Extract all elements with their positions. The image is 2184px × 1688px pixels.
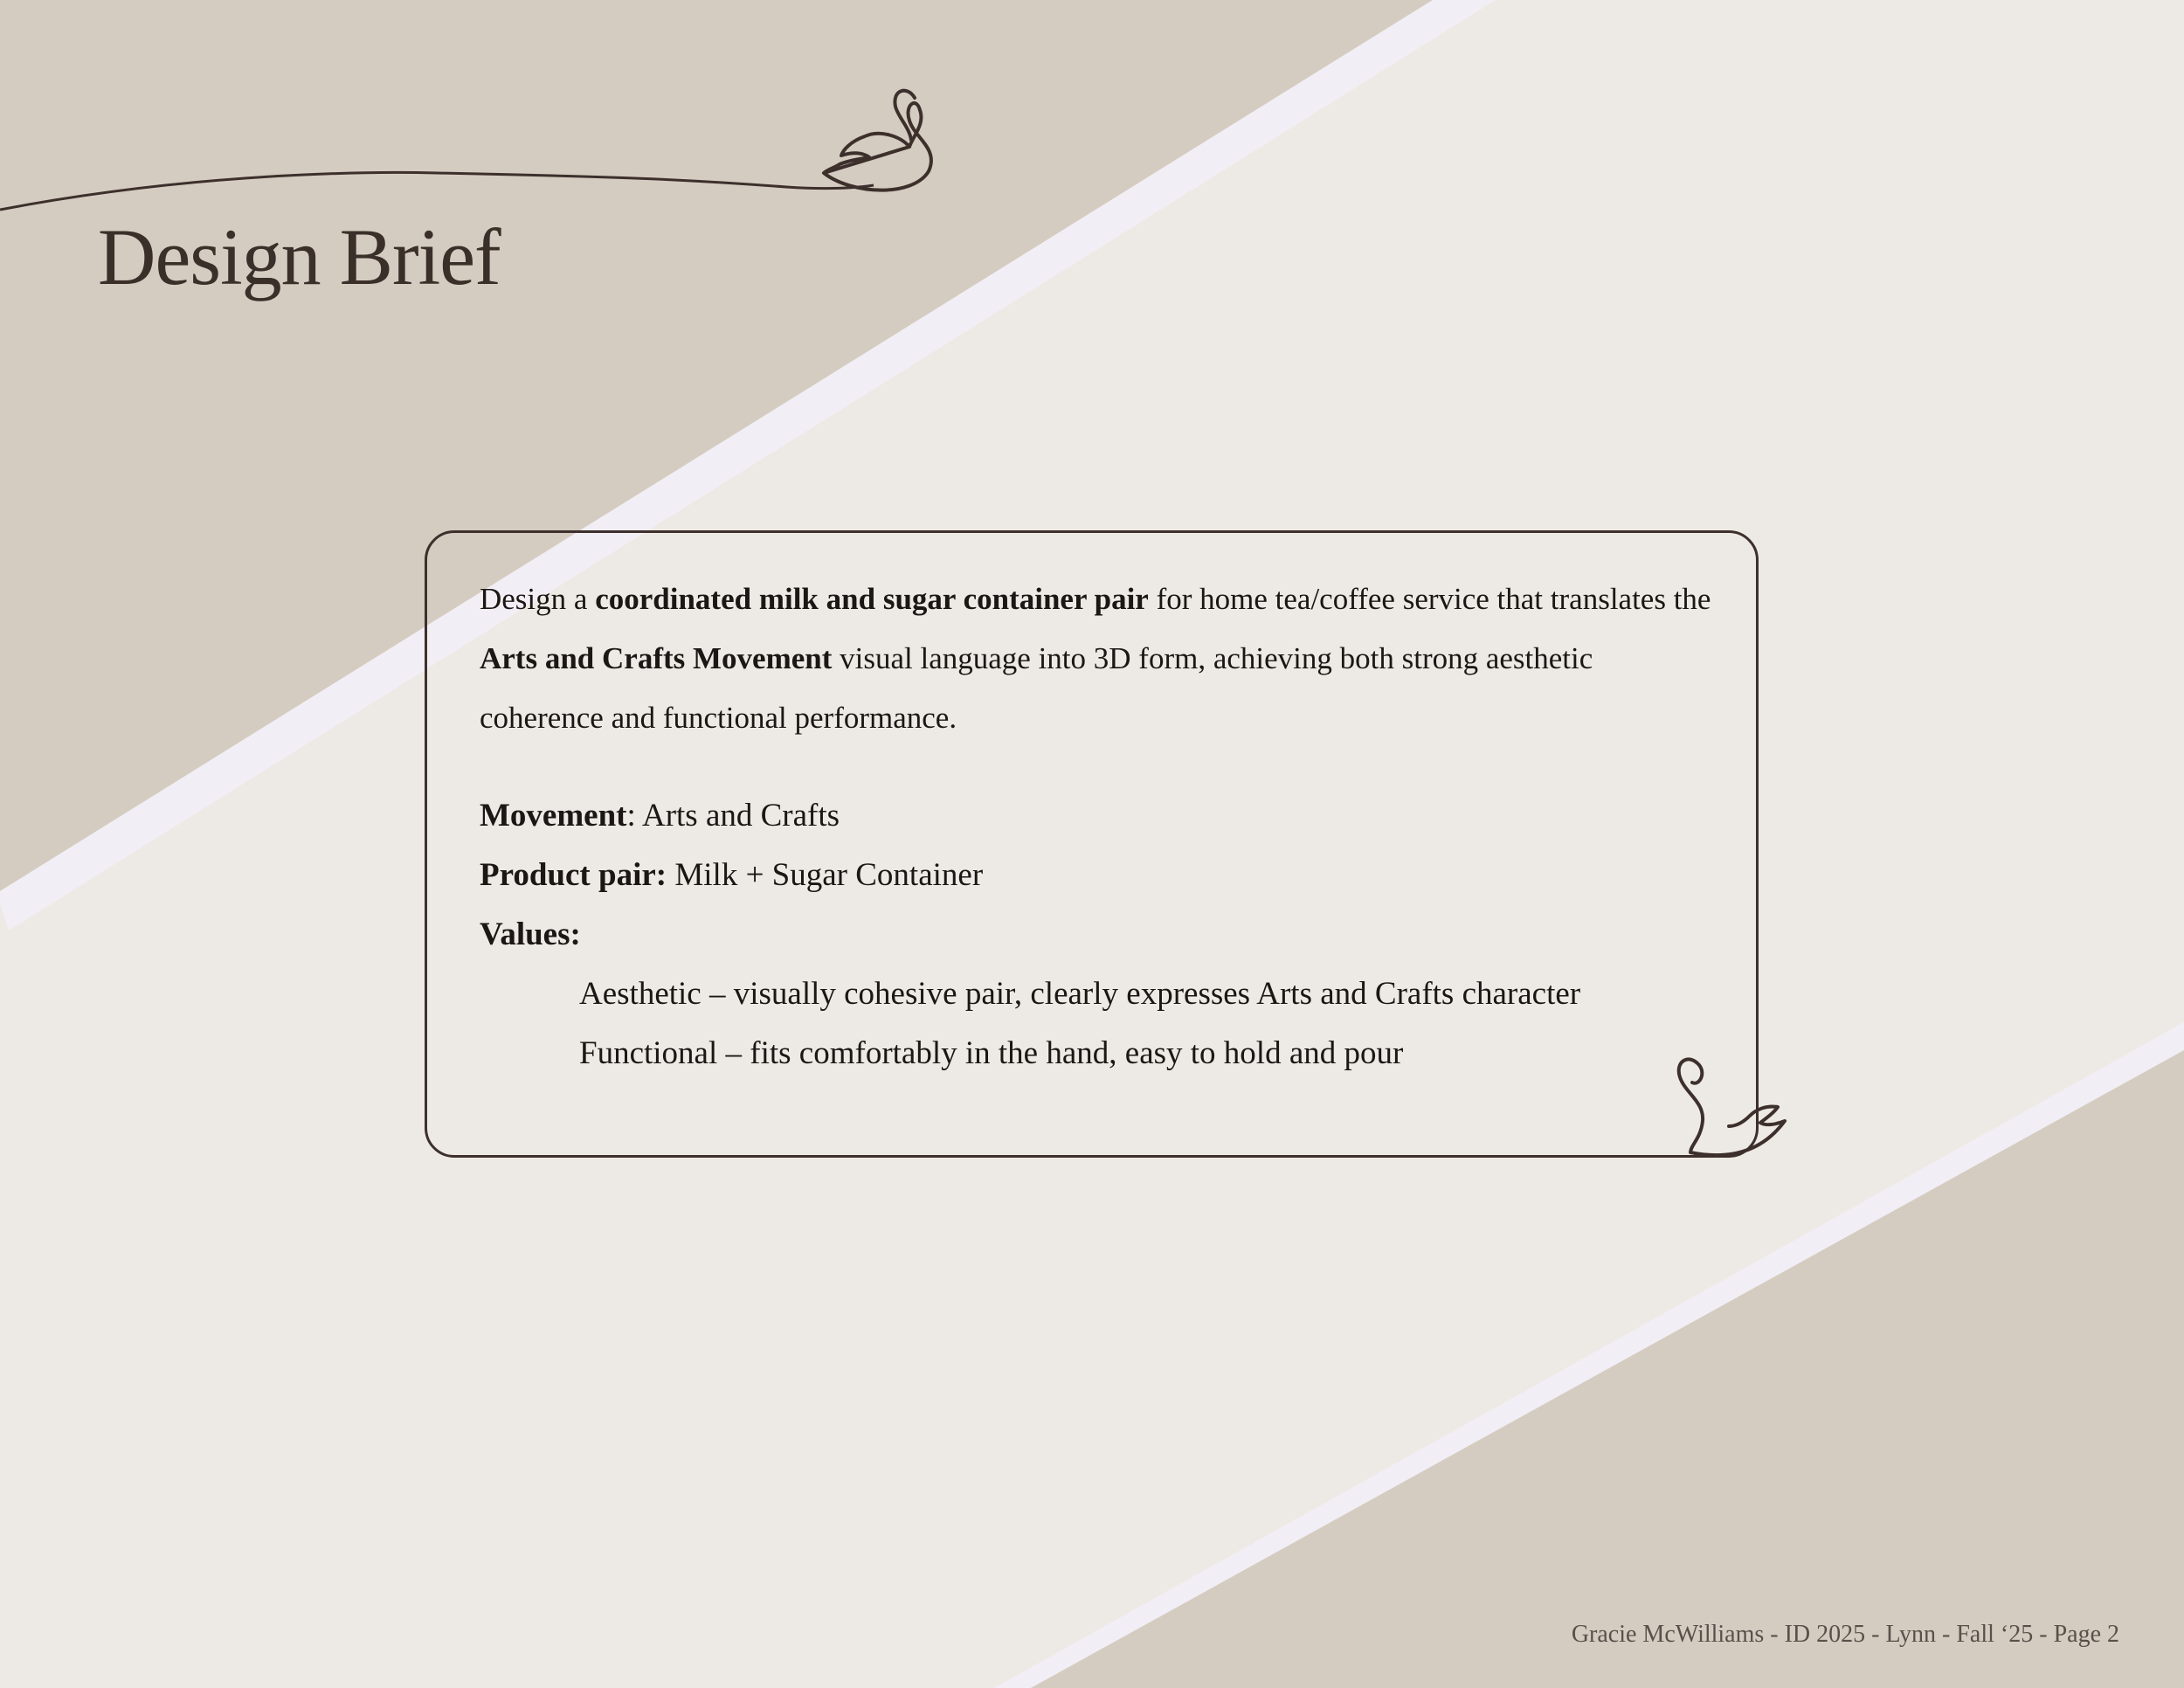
product-pair-line bbox=[480, 846, 1721, 905]
intro-text: for home tea/coffee service that translates the bbox=[1148, 582, 1711, 616]
swan-icon bbox=[1673, 1051, 1791, 1160]
values-label: Values: bbox=[480, 917, 581, 952]
values-line bbox=[480, 905, 1721, 965]
intro-text: Design a bbox=[480, 582, 596, 616]
intro-emphasis: Arts and Crafts Movement bbox=[480, 641, 833, 675]
movement-label: Movement bbox=[480, 798, 627, 834]
brief-intro bbox=[480, 570, 1721, 748]
swan-icon bbox=[817, 86, 935, 195]
values-list bbox=[480, 965, 1721, 1083]
movement-value: Arts and Crafts bbox=[635, 798, 840, 834]
intro-emphasis: coordinated milk and sugar container pair bbox=[595, 582, 1149, 616]
page-footer: Gracie McWilliams - ID 2025 - Lynn - Fall ‘25 - Page 2 bbox=[1571, 1621, 2119, 1648]
page-title: Design Brief bbox=[98, 212, 501, 301]
product-pair-label: Product pair: bbox=[480, 857, 667, 893]
brief-facts bbox=[480, 786, 1721, 1083]
intro-text: visual language into 3D form, achieving both strong aesthetic coherence and functional performance. bbox=[480, 641, 1593, 735]
value-item-functional: Functional – fits comfortably in the hand, easy to hold and pour bbox=[579, 1035, 1404, 1071]
movement-separator: : bbox=[626, 798, 636, 834]
movement-line bbox=[480, 786, 1721, 846]
product-pair-value: Milk + Sugar Container bbox=[667, 857, 984, 893]
brief-box bbox=[425, 530, 1759, 1158]
value-item-aesthetic: Aesthetic – visually cohesive pair, clearly expresses Arts and Crafts character bbox=[579, 976, 1581, 1012]
